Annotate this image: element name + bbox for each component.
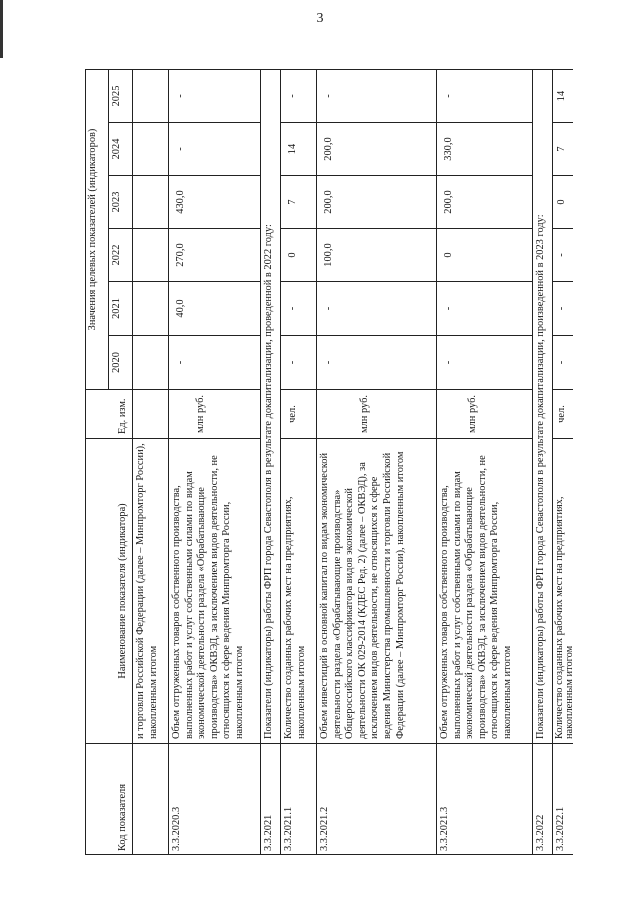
- header-year-2023: 2023: [109, 175, 133, 228]
- row-5-v2025: -: [437, 69, 533, 122]
- row-5-v2021: -: [437, 281, 533, 335]
- row-7-unit: чел.: [553, 389, 573, 438]
- row-4-v2023: 200,0: [317, 175, 437, 228]
- indicator-table: [85, 69, 573, 855]
- row-1-v2024: -: [169, 122, 261, 175]
- row-4-code: 3.3.2021.2: [317, 743, 437, 855]
- row-0-v2020: [133, 335, 169, 389]
- row-0-v2023: [133, 175, 169, 228]
- row-0-code: [133, 743, 169, 855]
- row-7-v2020: -: [553, 335, 573, 389]
- page-number: 3: [316, 11, 324, 26]
- row-1-name: Объем отгруженных товаров собственного производства, выполненных работ и услуг собственными силами по видам экономической деятельности раздела «Обрабатывающие производства» ОКВЭД, за исключением видов деятельности, не относящихся к сфере ведения Минпромторга России, накопленным итогом: [169, 438, 261, 743]
- header-values-group: Значения целевых показателей (индикаторов): [85, 69, 109, 389]
- header-code-text: Код показателя: [117, 783, 129, 851]
- row-3-v2024: 14: [281, 122, 317, 175]
- row-3-v2021: -: [281, 281, 317, 335]
- row-3-v2022: 0: [281, 228, 317, 281]
- header-unit: [85, 389, 133, 438]
- row-7-code: 3.3.2022.1: [553, 743, 573, 855]
- row-7-v2023: 0: [553, 175, 573, 228]
- row-5-v2023: 200,0: [437, 175, 533, 228]
- header-name-text: Наименование показателя (индикатора): [117, 503, 129, 679]
- row-3-unit: чел.: [281, 389, 317, 438]
- row-7-v2024: 7: [553, 122, 573, 175]
- row-1-v2022: 270,0: [169, 228, 261, 281]
- row-7-name: Количество созданных рабочих мест на предприятиях, накопленным итогом: [553, 438, 573, 743]
- row-4-v2024: 200,0: [317, 122, 437, 175]
- row-5-unit: млн руб.: [437, 389, 533, 438]
- row-6-section-title: Показатели (индикаторы) работы ФРП города Севастополя в результате докапитализации, произведенной в 2023 году:: [533, 69, 553, 743]
- row-3-code: 3.3.2021.1: [281, 743, 317, 855]
- row-5-v2024: 330,0: [437, 122, 533, 175]
- row-7-v2021: -: [553, 281, 573, 335]
- row-5-v2020: -: [437, 335, 533, 389]
- row-4-name: Объем инвестиций в основной капитал по видам экономической деятельности раздела «Обрабатывающие производства» Общероссийского классификатора видов экономической деятельности ОК 029-2014 (КДЕС Ред. 2) (далее – ОКВЭД), за исключением видов деятельности, не относящихся к сфере ведения Министерства промышленности и торговли Российской Федерации (далее – Минпромторг России), накопленным итогом: [317, 438, 437, 743]
- row-1-v2023: 430,0: [169, 175, 261, 228]
- header-year-2025: 2025: [109, 69, 133, 122]
- row-5-name: Объем отгруженных товаров собственного производства, выполненных работ и услуг собственными силами по видам экономической деятельности раздела «Обрабатывающие производства» ОКВЭД, за исключением видов деятельности, не относящихся к сфере ведения Минпромторга России, накопленным итогом: [437, 438, 533, 743]
- row-1-v2020: -: [169, 335, 261, 389]
- header-name: [85, 438, 133, 743]
- header-year-2024: 2024: [109, 122, 133, 175]
- row-3-v2023: 7: [281, 175, 317, 228]
- row-4-v2022: 100,0: [317, 228, 437, 281]
- row-5-code: 3.3.2021.3: [437, 743, 533, 855]
- header-unit-text: Ед. изм.: [117, 398, 129, 434]
- row-7-v2022: -: [553, 228, 573, 281]
- row-1-v2021: 40,0: [169, 281, 261, 335]
- header-year-2020: 2020: [109, 335, 133, 389]
- row-5-v2022: 0: [437, 228, 533, 281]
- row-2-code: 3.3.2021: [261, 743, 281, 855]
- row-3-name: Количество созданных рабочих мест на предприятиях, накопленным итогом: [281, 438, 317, 743]
- row-1-unit: млн руб.: [169, 389, 261, 438]
- row-4-v2020: -: [317, 335, 437, 389]
- header-code: [85, 743, 133, 855]
- row-1-v2025: -: [169, 69, 261, 122]
- row-0-v2021: [133, 281, 169, 335]
- row-0-name: и торговли Российской Федерации (далее – Минпромторг России), накопленным итогом: [133, 438, 169, 743]
- row-0-v2022: [133, 228, 169, 281]
- row-7-v2025: 14: [553, 69, 573, 122]
- row-3-v2025: -: [281, 69, 317, 122]
- row-0-unit: [133, 389, 169, 438]
- row-6-code: 3.3.2022: [533, 743, 553, 855]
- row-3-v2020: -: [281, 335, 317, 389]
- row-0-v2025: [133, 69, 169, 122]
- row-1-code: 3.3.2020.3: [169, 743, 261, 855]
- row-2-section-title: Показатели (индикаторы) работы ФРП города Севастополя в результате докапитализации, проведенной в 2022 году:: [261, 69, 281, 743]
- row-4-unit: млн руб.: [317, 389, 437, 438]
- row-4-v2021: -: [317, 281, 437, 335]
- row-0-v2024: [133, 122, 169, 175]
- header-year-2022: 2022: [109, 228, 133, 281]
- page-edge-mark: [0, 0, 3, 58]
- row-4-v2025: -: [317, 69, 437, 122]
- header-year-2021: 2021: [109, 281, 133, 335]
